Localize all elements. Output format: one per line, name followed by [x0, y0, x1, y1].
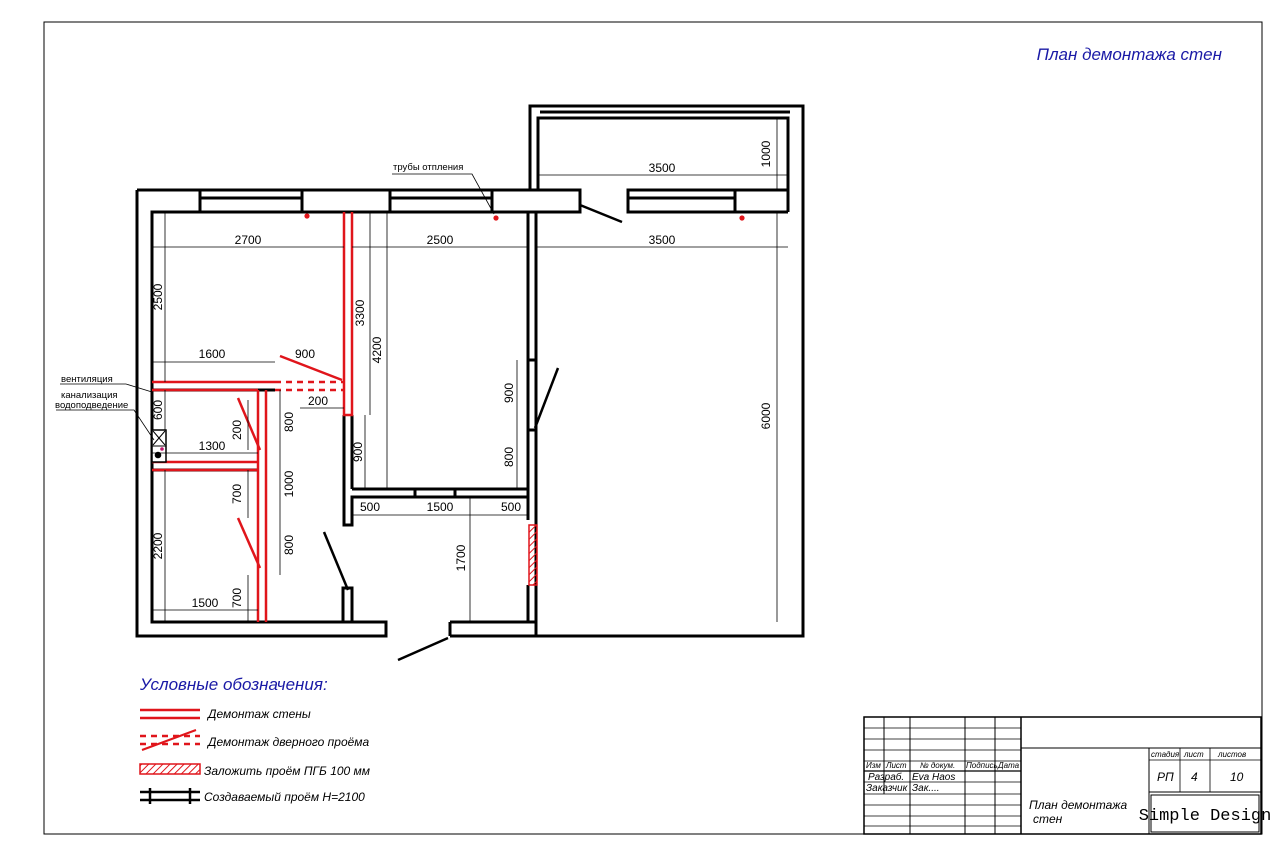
dim-1600: 1600	[198, 347, 226, 361]
dim-200-b: 200	[230, 419, 244, 441]
dim-600: 600	[151, 399, 165, 421]
stamp-col-date: Дата	[998, 761, 1020, 770]
stamp-drawing-name-2: стен	[1033, 812, 1063, 826]
stamp-col-list: Лист	[886, 761, 907, 770]
dim-1000-balcony: 1000	[759, 140, 773, 168]
svg-text:Демонтаж дверного проёма: Демонтаж дверного проёма	[208, 735, 370, 749]
note-heating-pipes: трубы отпления	[393, 162, 464, 173]
stamp-sheet-label: лист	[1184, 750, 1204, 759]
stamp-sheet-value: 4	[1191, 770, 1198, 784]
brick-infill	[529, 525, 537, 585]
stamp-col-sign: Подпись	[966, 761, 998, 770]
dim-4200: 4200	[370, 336, 384, 364]
demolition-door-openings	[275, 382, 344, 390]
dim-3500-balcony: 3500	[648, 161, 676, 175]
stamp-dev-value: Eva Haos	[912, 772, 956, 783]
legend	[139, 675, 370, 804]
stamp-stage-value: РП	[1157, 770, 1174, 784]
demolition-walls	[152, 212, 352, 622]
legend-item-brick-infill	[140, 764, 370, 778]
legend-item-wall-demolition	[140, 707, 311, 721]
dim-2700: 2700	[234, 233, 262, 247]
heating-pipes	[304, 213, 744, 220]
legend-item-new-opening	[140, 788, 365, 804]
dim-6000: 6000	[759, 402, 773, 430]
ventilation-shaft	[152, 430, 166, 462]
legend-title: Условные обозначения:	[140, 675, 328, 694]
dim-2200: 2200	[151, 532, 165, 560]
dim-2500-top: 2500	[426, 233, 454, 247]
stamp-col-izm: Изм	[866, 761, 881, 770]
dimension-lines	[56, 118, 788, 622]
dim-800-b: 800	[282, 534, 296, 556]
dim-500-b: 500	[500, 500, 522, 514]
stamp-dev-label: Разраб.	[868, 772, 905, 783]
dim-900-door: 900	[294, 347, 316, 361]
stamp-col-doc: № докум.	[920, 761, 956, 770]
dim-900-right: 900	[502, 382, 516, 404]
stamp-stage-label: стадия	[1151, 750, 1180, 759]
dim-900-vert: 900	[351, 441, 365, 463]
dim-200-a: 200	[307, 394, 329, 408]
note-sewage: канализация	[61, 390, 118, 401]
stamp-client-label: Заказчик	[866, 783, 908, 794]
dim-3500-room: 3500	[648, 233, 676, 247]
note-ventilation: вентиляция	[61, 374, 113, 385]
stamp-drawing-name-1: План демонтажа	[1029, 798, 1128, 812]
stamp-sheets-value: 10	[1230, 770, 1244, 784]
legend-item-door-demolition	[140, 730, 370, 750]
dim-500-a: 500	[359, 500, 381, 514]
stamp-client-value: Зак....	[912, 783, 940, 794]
dim-800-a: 800	[282, 411, 296, 433]
stamp-company: Simple Design	[1138, 807, 1272, 826]
dim-1300: 1300	[198, 439, 226, 453]
dim-1700: 1700	[454, 544, 468, 572]
dim-3300: 3300	[353, 299, 367, 327]
svg-text:Демонтаж стены: Демонтаж стены	[208, 707, 311, 721]
dim-700-a: 700	[230, 483, 244, 505]
dim-1000-bath: 1000	[282, 470, 296, 498]
note-water: водоподведение	[55, 400, 129, 411]
door-swings	[324, 205, 622, 660]
dim-700-b: 700	[230, 587, 244, 609]
dim-1500-bottom: 1500	[191, 596, 219, 610]
drawing-title: План демонтажа стен	[1036, 45, 1222, 64]
svg-text:Заложить проём ПГБ 100 мм: Заложить проём ПГБ 100 мм	[204, 764, 371, 778]
dim-1500-mid: 1500	[426, 500, 454, 514]
dim-800-right: 800	[502, 446, 516, 468]
svg-text:Создаваемый проём Н=2100: Создаваемый проём Н=2100	[204, 790, 365, 804]
dim-2500-left: 2500	[151, 283, 165, 311]
stamp-sheets-label: листов	[1218, 750, 1247, 759]
